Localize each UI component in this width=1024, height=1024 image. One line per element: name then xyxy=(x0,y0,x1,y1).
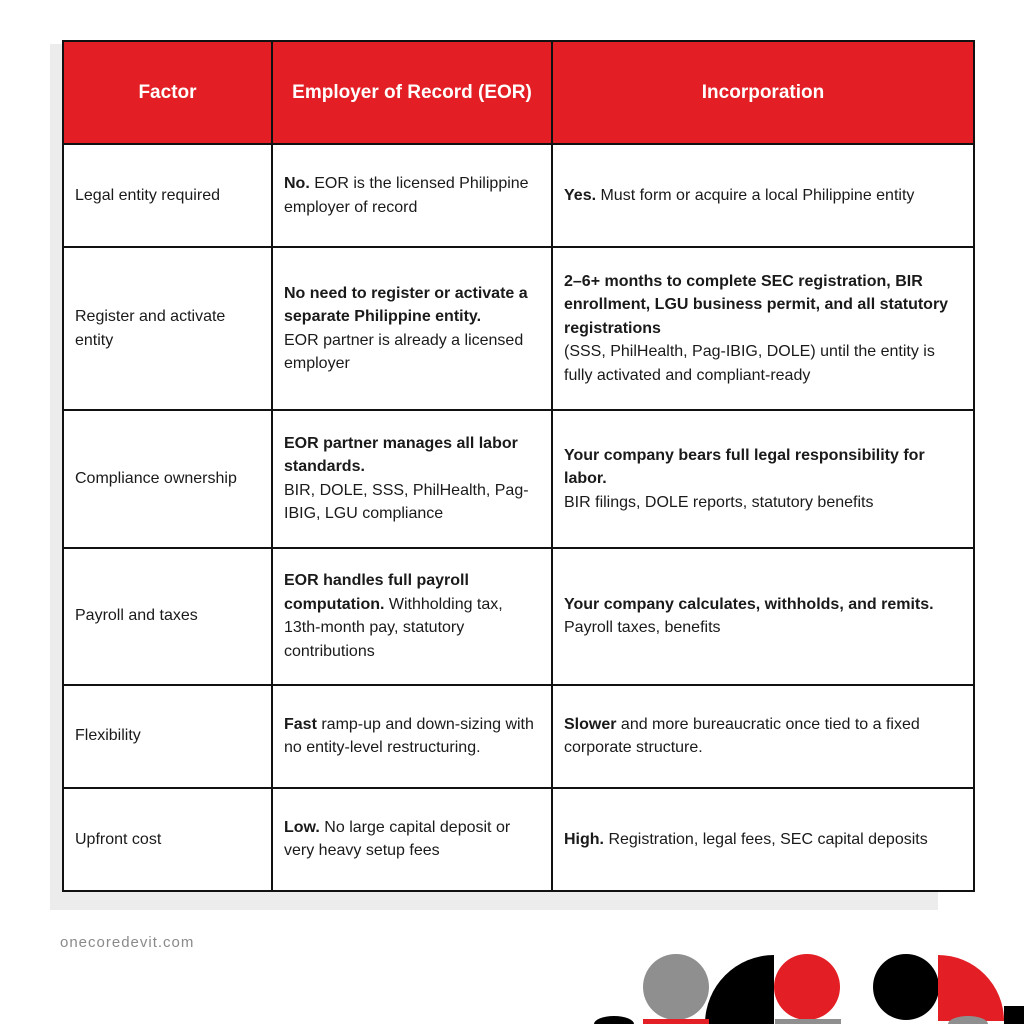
eor-bold-text: Fast xyxy=(284,715,317,733)
incorporation-text: Registration, legal fees, SEC capital deposits xyxy=(604,830,928,848)
eor-cell xyxy=(272,410,552,547)
incorporation-bold-text: Yes. xyxy=(564,186,597,204)
eor-text: BIR, DOLE, SSS, PhilHealth, Pag-IBIG, LGU compliance xyxy=(284,481,529,523)
header-factor: Factor xyxy=(63,41,272,144)
incorporation-cell xyxy=(552,247,974,410)
gray-half-shape xyxy=(948,1016,988,1024)
black-half-shape xyxy=(594,1016,634,1024)
incorporation-text: BIR filings, DOLE reports, statutory benefits xyxy=(564,493,874,511)
incorporation-bold-text: 2–6+ months to complete SEC registration, BIR enrollment, LGU business permit, and all statutory registrations xyxy=(564,272,949,337)
table-row xyxy=(63,548,974,685)
incorporation-bold-text: Your company bears full legal responsibility for labor. xyxy=(564,446,925,488)
gray-circle-shape xyxy=(643,954,709,1020)
incorporation-cell xyxy=(552,144,974,247)
incorporation-text: (SSS, PhilHealth, Pag-IBIG, DOLE) until the entity is fully activated and compliant-ready xyxy=(564,343,935,384)
table-row xyxy=(63,788,974,891)
incorporation-cell xyxy=(552,548,974,685)
eor-text: No large capital deposit or very heavy setup fees xyxy=(284,818,511,860)
black-quarter-shape xyxy=(705,955,774,1024)
incorporation-cell xyxy=(552,685,974,788)
factor-cell: Upfront cost xyxy=(63,788,272,891)
table-row xyxy=(63,410,974,547)
eor-bold-text: EOR partner manages all labor standards. xyxy=(284,434,518,476)
eor-bold-text: No need to register or activate a separate Philippine entity. xyxy=(284,284,528,326)
eor-text: EOR is the licensed Philippine employer of record xyxy=(284,175,529,216)
incorporation-bold-text: Your company calculates, withholds, and remits. xyxy=(564,595,934,613)
eor-cell xyxy=(272,247,552,410)
incorporation-text: and more bureaucratic once tied to a fixed corporate structure. xyxy=(564,715,920,757)
red-quarter-shape xyxy=(938,955,1004,1021)
eor-bold-text: No. xyxy=(284,175,310,193)
comparison-table xyxy=(62,40,975,892)
eor-text: Withholding tax, 13th-month pay, statutory contributions xyxy=(284,595,503,660)
factor-cell: Register and activate entity xyxy=(63,247,272,410)
factor-cell: Flexibility xyxy=(63,685,272,788)
black-square-shape xyxy=(1004,1006,1024,1024)
factor-cell: Payroll and taxes xyxy=(63,548,272,685)
footer-url: onecoredevit.com xyxy=(60,934,195,951)
incorporation-text: Payroll taxes, benefits xyxy=(564,619,721,637)
incorporation-text: Must form or acquire a local Philippine entity xyxy=(596,186,915,204)
incorporation-cell xyxy=(552,410,974,547)
table-row xyxy=(63,685,974,788)
table-row xyxy=(63,247,974,410)
red-bar-shape xyxy=(643,1019,709,1024)
factor-cell: Compliance ownership xyxy=(63,410,272,547)
factor-cell: Legal entity required xyxy=(63,144,272,247)
gray-bar-shape xyxy=(775,1019,841,1024)
eor-bold-text: EOR handles full payroll computation. xyxy=(284,572,469,613)
eor-cell xyxy=(272,685,552,788)
eor-cell xyxy=(272,144,552,247)
eor-text: EOR partner is already a licensed employer xyxy=(284,331,524,373)
black-circle-shape xyxy=(873,954,939,1020)
table-row xyxy=(63,144,974,247)
eor-cell xyxy=(272,788,552,891)
red-circle-shape xyxy=(774,954,840,1020)
header-eor: Employer of Record (EOR) xyxy=(272,41,552,144)
table-header-row xyxy=(63,41,974,144)
incorporation-cell xyxy=(552,788,974,891)
eor-bold-text: Low. xyxy=(284,818,320,836)
incorporation-bold-text: High. xyxy=(564,830,604,848)
eor-text: ramp-up and down-sizing with no entity-level restructuring. xyxy=(284,715,534,757)
eor-cell xyxy=(272,548,552,685)
incorporation-bold-text: Slower xyxy=(564,715,617,733)
header-incorporation: Incorporation xyxy=(552,41,974,144)
